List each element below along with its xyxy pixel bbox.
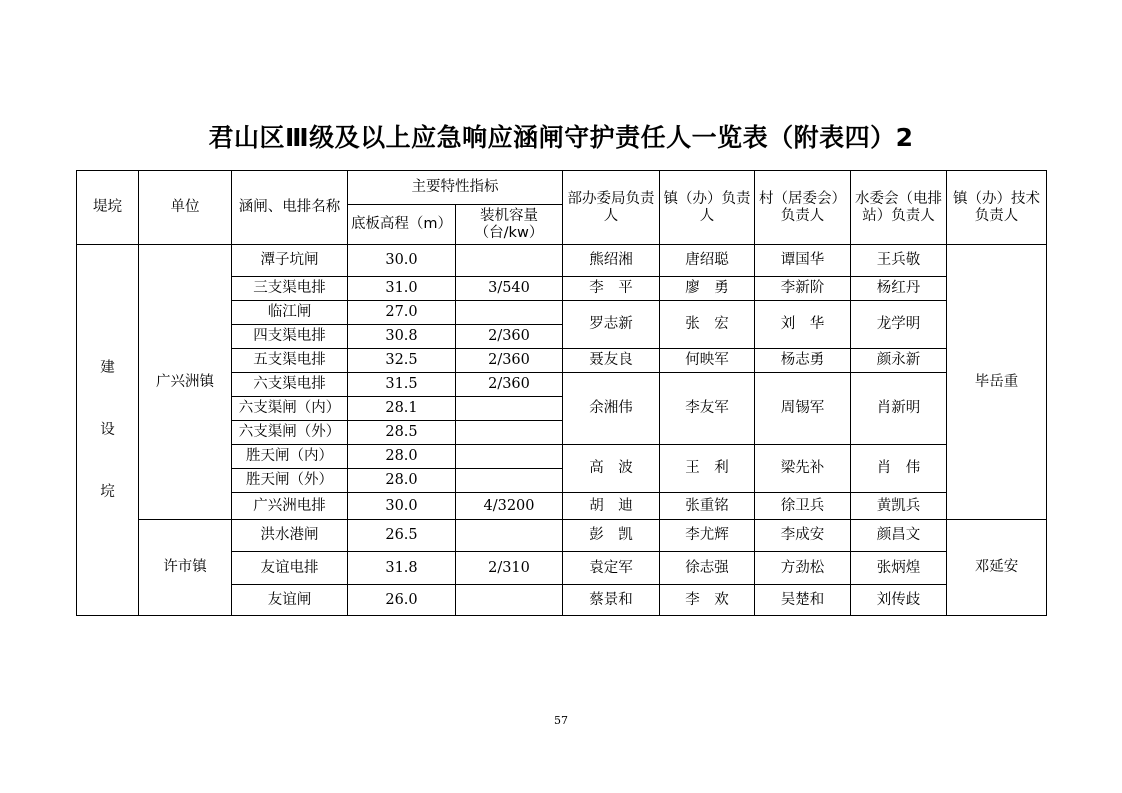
water-person-cell: 杨红丹 <box>851 277 947 301</box>
facility-name-cell: 胜天闸（内） <box>232 445 348 469</box>
town-person-cell: 李友军 <box>660 373 755 445</box>
page-title: 君山区Ⅲ级及以上应急响应涵闸守护责任人一览表（附表四）2 <box>208 123 914 152</box>
facility-name-cell: 友谊电排 <box>232 552 348 585</box>
village-person-cell: 谭国华 <box>755 245 851 277</box>
elevation-cell: 31.5 <box>348 373 456 397</box>
capacity-cell <box>456 397 563 421</box>
header-capacity: 装机容量（台/kw） <box>456 205 563 245</box>
village-person-cell: 方劲松 <box>755 552 851 585</box>
page-number: 57 <box>554 714 568 727</box>
facility-name-cell: 六支渠闸（内） <box>232 397 348 421</box>
town-person-cell: 张 宏 <box>660 301 755 349</box>
town-name-cell: 许市镇 <box>139 520 232 616</box>
facility-name-cell: 三支渠电排 <box>232 277 348 301</box>
facility-name-cell: 广兴洲电排 <box>232 493 348 520</box>
capacity-cell <box>456 301 563 325</box>
capacity-cell <box>456 585 563 616</box>
water-person-cell: 王兵敬 <box>851 245 947 277</box>
dept-person-cell: 胡 迪 <box>563 493 660 520</box>
dept-person-cell: 余湘伟 <box>563 373 660 445</box>
capacity-cell <box>456 469 563 493</box>
facility-name-cell: 临江闸 <box>232 301 348 325</box>
header-village: 村（居委会）负责人 <box>755 171 851 245</box>
header-tech: 镇（办）技术负责人 <box>947 171 1047 245</box>
capacity-cell: 2/360 <box>456 325 563 349</box>
facility-name-cell: 六支渠闸（外） <box>232 421 348 445</box>
dept-person-cell: 熊绍湘 <box>563 245 660 277</box>
village-person-cell: 吴楚和 <box>755 585 851 616</box>
tech-person-cell: 邓延安 <box>947 520 1047 616</box>
water-person-cell: 颜永新 <box>851 349 947 373</box>
facility-name-cell: 四支渠电排 <box>232 325 348 349</box>
responsibility-table <box>76 170 1047 616</box>
facility-name-cell: 洪水港闸 <box>232 520 348 552</box>
elevation-cell: 27.0 <box>348 301 456 325</box>
header-unit: 单位 <box>139 171 232 245</box>
capacity-cell: 2/360 <box>456 349 563 373</box>
header-elevation: 底板高程（m） <box>348 205 456 245</box>
elevation-cell: 28.0 <box>348 445 456 469</box>
town-person-cell: 何映军 <box>660 349 755 373</box>
water-person-cell: 肖 伟 <box>851 445 947 493</box>
dike-char: 垸 <box>100 484 115 500</box>
dept-person-cell: 高 波 <box>563 445 660 493</box>
dike-char: 建 <box>100 360 115 376</box>
facility-name-cell: 胜天闸（外） <box>232 469 348 493</box>
header-name: 涵闸、电排名称 <box>232 171 348 245</box>
elevation-cell: 30.8 <box>348 325 456 349</box>
capacity-cell <box>456 520 563 552</box>
capacity-cell <box>456 245 563 277</box>
water-person-cell: 颜昌文 <box>851 520 947 552</box>
dept-person-cell: 罗志新 <box>563 301 660 349</box>
water-person-cell: 张炳煌 <box>851 552 947 585</box>
elevation-cell: 30.0 <box>348 493 456 520</box>
dept-person-cell: 袁定军 <box>563 552 660 585</box>
elevation-cell: 26.0 <box>348 585 456 616</box>
water-person-cell: 肖新明 <box>851 373 947 445</box>
dept-person-cell: 聂友良 <box>563 349 660 373</box>
capacity-cell <box>456 421 563 445</box>
capacity-cell: 2/310 <box>456 552 563 585</box>
header-water: 水委会（电排站）负责人 <box>851 171 947 245</box>
facility-name-cell: 潭子坑闸 <box>232 245 348 277</box>
dept-person-cell: 李 平 <box>563 277 660 301</box>
elevation-cell: 28.0 <box>348 469 456 493</box>
village-person-cell: 周锡军 <box>755 373 851 445</box>
town-person-cell: 张重铭 <box>660 493 755 520</box>
dept-person-cell: 彭 凯 <box>563 520 660 552</box>
town-person-cell: 王 利 <box>660 445 755 493</box>
village-person-cell: 李新阶 <box>755 277 851 301</box>
elevation-cell: 26.5 <box>348 520 456 552</box>
elevation-cell: 28.1 <box>348 397 456 421</box>
header-dike: 堤垸 <box>77 171 139 245</box>
facility-name-cell: 五支渠电排 <box>232 349 348 373</box>
dike-name-cell <box>77 245 139 616</box>
header-town: 镇（办）负责人 <box>660 171 755 245</box>
dept-person-cell: 蔡景和 <box>563 585 660 616</box>
village-person-cell: 杨志勇 <box>755 349 851 373</box>
table-row <box>77 245 1047 277</box>
table-row <box>77 520 1047 552</box>
elevation-cell: 28.5 <box>348 421 456 445</box>
town-person-cell: 廖 勇 <box>660 277 755 301</box>
capacity-cell <box>456 445 563 469</box>
facility-name-cell: 六支渠电排 <box>232 373 348 397</box>
village-person-cell: 梁先补 <box>755 445 851 493</box>
elevation-cell: 31.8 <box>348 552 456 585</box>
header-dept: 部办委局负责人 <box>563 171 660 245</box>
facility-name-cell: 友谊闸 <box>232 585 348 616</box>
town-person-cell: 唐绍聪 <box>660 245 755 277</box>
elevation-cell: 30.0 <box>348 245 456 277</box>
water-person-cell: 黄凯兵 <box>851 493 947 520</box>
town-person-cell: 李 欢 <box>660 585 755 616</box>
capacity-cell: 3/540 <box>456 277 563 301</box>
header-indicators: 主要特性指标 <box>348 171 563 205</box>
town-name-cell: 广兴洲镇 <box>139 245 232 520</box>
town-person-cell: 李尤辉 <box>660 520 755 552</box>
village-person-cell: 李成安 <box>755 520 851 552</box>
water-person-cell: 龙学明 <box>851 301 947 349</box>
tech-person-cell: 毕岳重 <box>947 245 1047 520</box>
dike-char: 设 <box>100 422 115 438</box>
village-person-cell: 徐卫兵 <box>755 493 851 520</box>
capacity-cell: 2/360 <box>456 373 563 397</box>
capacity-cell: 4/3200 <box>456 493 563 520</box>
elevation-cell: 32.5 <box>348 349 456 373</box>
village-person-cell: 刘 华 <box>755 301 851 349</box>
town-person-cell: 徐志强 <box>660 552 755 585</box>
water-person-cell: 刘传歧 <box>851 585 947 616</box>
elevation-cell: 31.0 <box>348 277 456 301</box>
